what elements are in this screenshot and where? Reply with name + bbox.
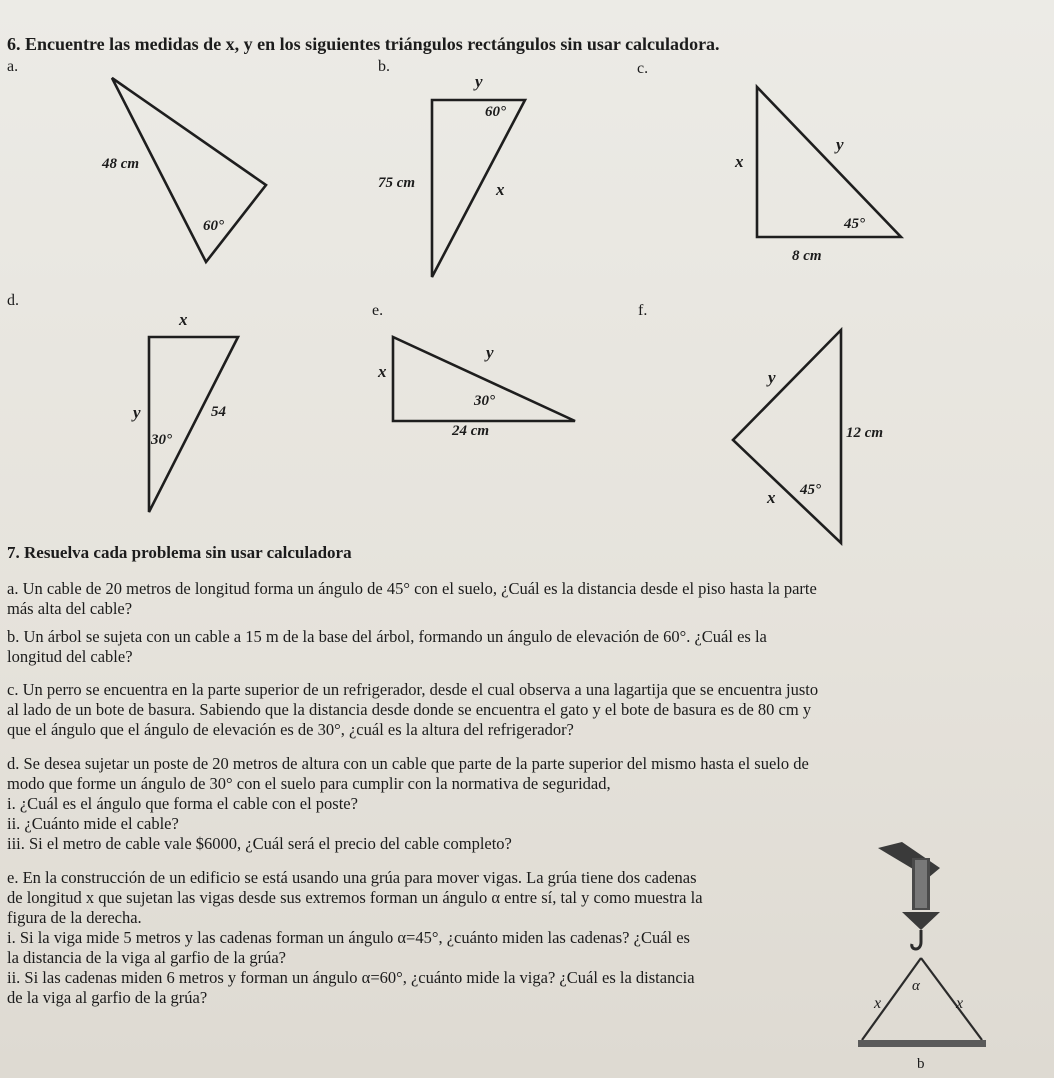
problem-e-line-6: ii. Si las cadenas miden 6 metros y forman un ángulo α=60°, ¿cuánto mide la viga? ¿Cuál es la distancia [7, 968, 695, 987]
problem-a-line-2: más alta del cable? [7, 599, 133, 618]
crane-alpha-label: α [912, 978, 920, 994]
problem-e-line-5: la distancia de la viga al garfio de la grúa? [7, 948, 286, 967]
problem-d-line-3: i. ¿Cuál es el ángulo que forma el cable con el poste? [7, 794, 358, 813]
triangle-d-side-label: 54 [211, 404, 226, 420]
triangle-f-angle-label: 45° [800, 482, 821, 498]
problem-e-line-4: i. Si la viga mide 5 metros y las cadenas forman un ángulo α=45°, ¿cuánto miden las cadenas? ¿Cuál es [7, 928, 690, 947]
triangle-c-x-label: x [735, 152, 744, 171]
crane-beam-label: b [917, 1056, 925, 1072]
question-6-title: 6. Encuentre las medidas de x, y en los siguientes triángulos rectángulos sin usar calculadora. [7, 34, 720, 54]
problem-e-line-3: figura de la derecha. [7, 908, 142, 927]
triangle-a-angle-label: 60° [203, 218, 224, 234]
triangle-b-x-label: x [496, 180, 505, 199]
problem-e-line-1: e. En la construcción de un edificio se está usando una grúa para mover vigas. La grúa tiene dos cadenas [7, 868, 697, 887]
problem-c-line-1: c. Un perro se encuentra en la parte superior de un refrigerador, desde el cual observa a una lagartija que se encuentra justo [7, 680, 819, 699]
triangle-b-side-label: 75 cm [378, 175, 416, 191]
triangle-a-side-label: 48 cm [102, 156, 140, 172]
problem-e-line-7: de la viga al garfio de la grúa? [7, 988, 208, 1007]
triangle-e-side-label: 24 cm [452, 423, 490, 439]
triangle-c-y-label: y [836, 135, 844, 154]
problem-b-line-1: b. Un árbol se sujeta con un cable a 15 m de la base del árbol, formando un ángulo de elevación de 60°. ¿Cuál es la [7, 627, 767, 646]
triangle-e-y-label: y [486, 343, 494, 362]
problem-d-line-4: ii. ¿Cuánto mide el cable? [7, 814, 179, 833]
crane-arm [878, 842, 940, 878]
crane-chain-right [921, 958, 982, 1040]
problem-d-line-1: d. Se desea sujetar un poste de 20 metros de altura con un cable que parte de la parte superior del mismo hasta el suelo de [7, 754, 809, 773]
crane-right-chain-label: x [956, 995, 964, 1012]
problem-c-line-3: que el ángulo que el ángulo de elevación es de 30°, ¿cuál es la altura del refrigerador? [7, 720, 574, 739]
triangle-f-letter: f. [638, 302, 648, 319]
problem-d-line-2: modo que forme un ángulo de 30° con el suelo para cumplir con la normativa de seguridad, [7, 774, 611, 793]
triangle-b-angle-label: 60° [485, 104, 506, 120]
problem-c-line-2: al lado de un bote de basura. Sabiendo que la distancia desde donde se encuentra el gato y el bote de basura es de 80 cm y [7, 700, 812, 719]
triangle-a-letter: a. [7, 58, 19, 75]
triangle-f-side-label: 12 cm [846, 425, 884, 441]
triangle-d-y-label: y [133, 403, 141, 422]
problem-a-line-1: a. Un cable de 20 metros de longitud forma un ángulo de 45° con el suelo, ¿Cuál es la distancia desde el piso hasta la parte [7, 579, 817, 598]
question-7-title: 7. Resuelva cada problema sin usar calculadora [7, 543, 352, 562]
crane-left-chain-label: x [874, 995, 882, 1012]
triangle-b-y-label: y [475, 72, 483, 91]
triangle-b-letter: b. [378, 58, 390, 75]
triangle-e-angle-label: 30° [474, 393, 495, 409]
problem-d-line-5: iii. Si el metro de cable vale $6000, ¿Cuál será el precio del cable completo? [7, 834, 512, 853]
triangle-e-x-label: x [378, 362, 387, 381]
crane-hook [912, 930, 921, 949]
triangle-c-letter: c. [637, 60, 649, 77]
triangle-c-angle-label: 45° [844, 216, 865, 232]
problem-b-line-2: longitud del cable? [7, 647, 133, 666]
crane-pulley [902, 912, 940, 930]
triangle-d-angle-label: 30° [151, 432, 172, 448]
crane-chain-left [862, 958, 921, 1040]
triangle-e-letter: e. [372, 302, 384, 319]
triangle-d-letter: d. [7, 292, 19, 309]
triangle-c-side-label: 8 cm [792, 248, 822, 264]
problem-e-line-2: de longitud x que sujetan las vigas desde sus extremos forman un ángulo α entre sí, tal y como muestra la [7, 888, 703, 907]
triangle-f-x-label: x [767, 488, 776, 507]
triangle-d-x-label: x [179, 310, 188, 329]
triangle-f-y-label: y [768, 368, 776, 387]
crane-beam [858, 1040, 986, 1047]
